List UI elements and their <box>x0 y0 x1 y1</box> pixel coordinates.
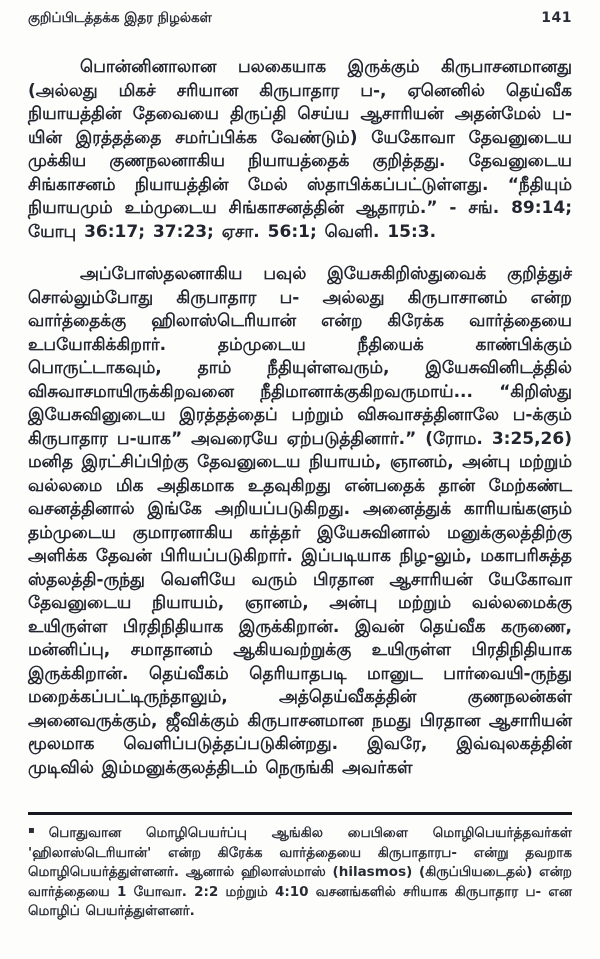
footnote-text: பொதுவான மொழிபெயர்ப்பு ஆங்கில பைபிளை மொழிபெயர்த்தவர்கள் 'ஹிலாஸ்டெரியான்' என்ற கிரேக்க வார்த்தையை கிருபாதாரப- என்று தவறாக மொழிபெயர்த்துள்ளனர். ஆனால் ஹிலாஸ்மாஸ் (hilasmos) (கிருப்பியடைதல்) என்ற வார்த்தையை 1 யோவா. 2:2 மற்றும் 4:10 வசனங்களில் சரியாக கிருபாதார ப- என மொழிப் பெயர்த்துள்ளனர். <box>28 825 572 919</box>
body-text <box>28 56 572 780</box>
running-header <box>28 10 572 28</box>
footnote-marker-icon: ▪ <box>28 825 35 836</box>
paragraph-1: பொன்னினாலான பலகையாக இருக்கும் கிருபாசனமானது (அல்லது மிகச் சரியான கிருபாதார ப-, ஏனெனில் தெய்வீக நியாயத்தின் தேவையை திருப்தி செய்ய ஆசாரியன் அதன்மேல் ப-யின் இரத்தத்தை சமர்ப்பிக்க வேண்டும்) யேகோவா தேவனுடைய முக்கிய குணநலனாகிய நியாயத்தைக் குறித்தது. தேவனுடைய சிங்காசனம் நியாயத்தின் மேல் ஸ்தாபிக்கப்பட்டுள்ளது. “நீதியும் நியாயமும் உம்முடைய சிங்காசனத்தின் ஆதாரம்.” - சங். 89:14; யோபு 36:17; 37:23; ஏசா. 56:1; வெளி. 15:3. <box>28 57 572 242</box>
footnote-divider <box>28 812 572 815</box>
page-number: 141 <box>541 10 572 26</box>
paragraph-2: அப்போஸ்தலனாகிய பவுல் இயேசுகிறிஸ்துவைக் குறித்துச் சொல்லும்போது கிருபாதார ப- அல்லது கிருபாசானம் என்ற வார்த்தைக்கு ஹிலாஸ்டெரியான் என்ற கிரேக்க வார்த்தையை உபயோகிக்கிறார். தம்முடைய நீதியைக் காண்பிக்கும் பொருட்டாகவும், தாம் நீதியுள்ளவரும், இயேசுவினிடத்தில் விசுவாசமாயிருக்கிறவனை நீதிமானாக்குகிறவருமாய்... “கிறிஸ்து இயேசுவினுடைய இரத்தத்தைப் பற்றும் விசுவாசத்தினாலே ப-க்கும் கிருபாதார ப-யாக” அவரையே ஏற்படுத்தினார்.” (ரோம. 3:25,26) மனித இரட்சிப்பிற்கு தேவனுடைய நியாயம், ஞானம், அன்பு மற்றும் வல்லமை மிக அதிகமாக உதவுகிறது என்பதைக் தான் மேற்கண்ட வசனத்தினால் இங்கே அறியப்படுகிறது. அனைத்துக் காரியங்களும் தம்முடைய குமாரனாகிய கர்த்தர் இயேசுவினால் மனுக்குலத்திற்கு அளிக்க தேவன் பிரியப்படுகிறார். இப்படியாக நிழ-லும், மகாபரிசுத்த ஸ்தலத்தி-ருந்து வெளியே வரும் பிரதான ஆசாரியன் யேகோவா தேவனுடைய நியாயம், ஞானம், அன்பு மற்றும் வல்லமைக்கு உயிருள்ள பிரதிநிதியாக இருக்கிறான். இவன் தெய்வீக கருணை, மன்னிப்பு, சமாதானம் ஆகியவற்றுக்கு உயிருள்ள பிரதிநிதியாக இருக்கிறான். தெய்வீகம் தெரியாதபடி மானுட பார்வையி-ருந்து மறைக்கப்பட்டிருந்தாலும், அத்தெய்வீகத்தின் குணநலன்கள் அனைவருக்கும், ஜீவிக்கும் கிருபாசனமான நமது பிரதான ஆசாரியன் மூலமாக வெளிப்படுத்தப்படுகின்றது. இவரே, இவ்வுலகத்தின் முடிவில் இம்மனுக்குலத்திடம் நெருங்கி அவர்கள் <box>28 264 572 778</box>
footnote-section <box>28 812 572 922</box>
chapter-title: குறிப்பிடத்தக்க இதர நிழல்கள் <box>28 10 212 26</box>
footnote <box>28 824 572 922</box>
